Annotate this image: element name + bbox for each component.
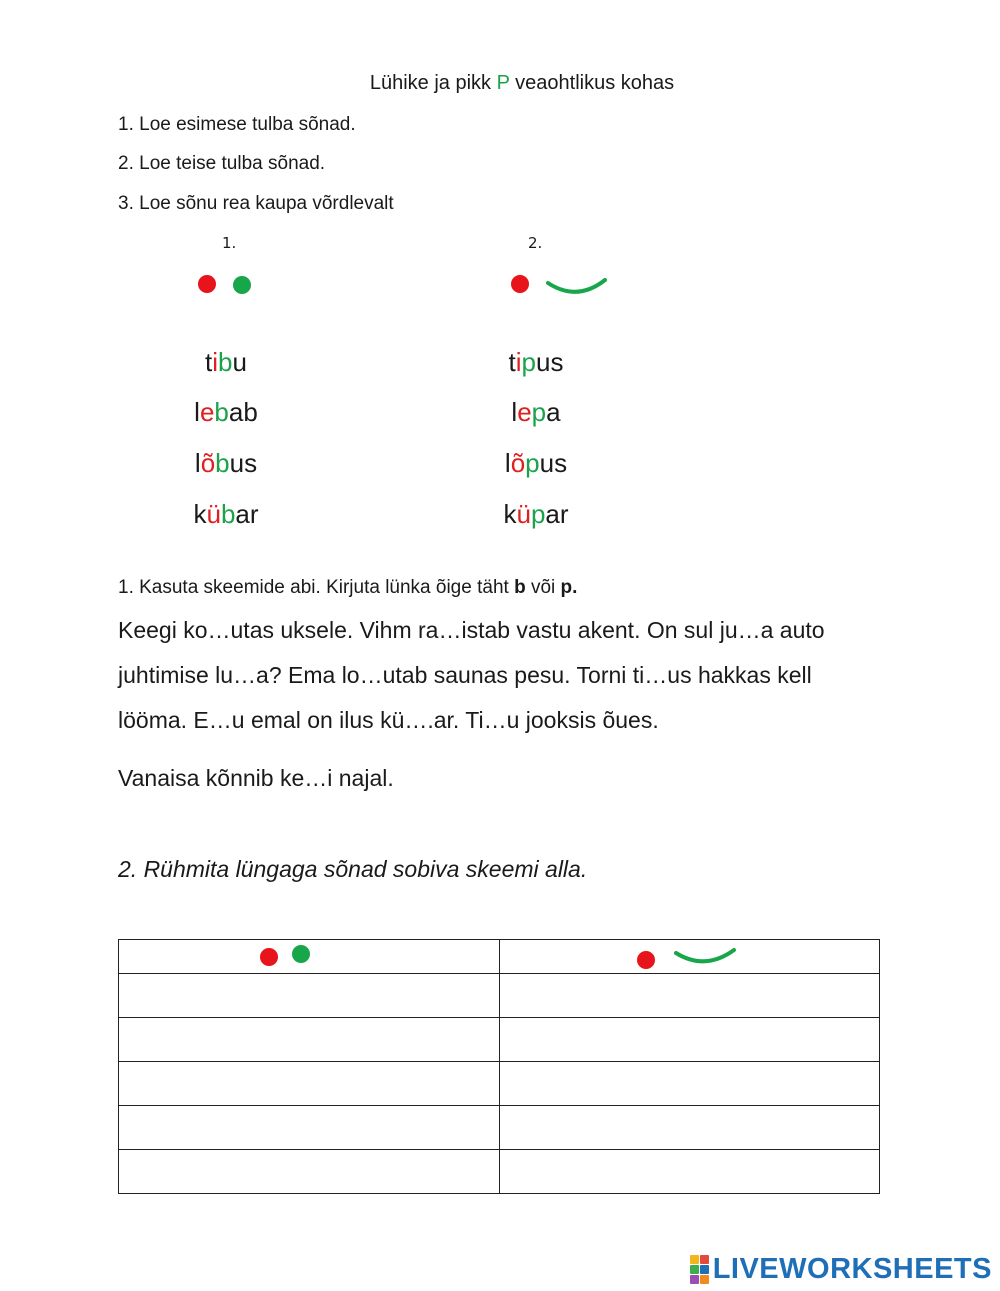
short-scheme-green-dot <box>233 276 251 294</box>
liveworksheets-logo <box>690 1253 992 1285</box>
table-row <box>119 1062 880 1106</box>
column-2-label: 2. <box>528 234 543 252</box>
long-scheme-header <box>499 940 880 974</box>
word-col2-row3: lõpus <box>504 448 568 478</box>
answer-cell-short[interactable] <box>119 974 500 1018</box>
task1-text-line4: Vanaisa kõnnib ke…i najal. <box>118 765 394 791</box>
table-long-arc-icon <box>673 947 737 969</box>
table-long-red-dot <box>637 951 655 969</box>
table-header-row <box>119 940 880 974</box>
long-scheme-red-dot <box>511 275 529 293</box>
answer-cell-long[interactable] <box>499 1018 880 1062</box>
answer-cell-short[interactable] <box>119 1062 500 1106</box>
page-title <box>0 72 1000 95</box>
task1-instruction: 1. Kasuta skeemide abi. Kirjuta lünka õige täht b või p. <box>118 577 578 598</box>
short-scheme-red-dot <box>198 275 216 293</box>
task1-text-line3: lööma. E…u emal on ilus kü….ar. Ti…u jooksis õues. <box>118 707 659 733</box>
answer-cell-short[interactable] <box>119 1150 500 1194</box>
word-col2-row2: lepa <box>511 397 561 427</box>
word-col1-row2: lebab <box>194 397 258 427</box>
word-col2-row1: tipus <box>508 347 564 377</box>
task1-text-line2: juhtimise lu…a? Ema lo…utab saunas pesu. Torni ti…us hakkas kell <box>118 662 812 688</box>
title-letter: P <box>496 72 510 94</box>
table-row <box>119 974 880 1018</box>
table-row <box>119 1106 880 1150</box>
answer-cell-long[interactable] <box>499 1150 880 1194</box>
table-short-green-dot <box>292 945 310 963</box>
word-col1-row4: kübar <box>193 499 259 529</box>
title-before: Lühike ja pikk <box>369 72 497 94</box>
table-short-red-dot <box>260 948 278 966</box>
column-1-label: 1. <box>222 234 237 252</box>
short-scheme-header <box>119 940 500 974</box>
table-row <box>119 1150 880 1194</box>
answer-cell-long[interactable] <box>499 1106 880 1150</box>
long-scheme-arc-icon <box>545 274 609 298</box>
task2-instruction: 2. Rühmita lüngaga sõnad sobiva skeemi alla. <box>118 856 588 882</box>
instruction-3: 3. Loe sõnu rea kaupa võrdlevalt <box>118 193 394 214</box>
task1-text-line1: Keegi ko…utas uksele. Vihm ra…istab vastu akent. On sul ju…a auto <box>118 617 825 643</box>
table-row <box>119 1018 880 1062</box>
word-col1-row1: tibu <box>205 347 247 377</box>
answer-cell-short[interactable] <box>119 1018 500 1062</box>
liveworksheets-logo-icon <box>690 1255 709 1284</box>
word-col2-row4: küpar <box>503 499 569 529</box>
liveworksheets-logo-text: LIVEWORKSHEETS <box>712 1252 992 1285</box>
title-after: veaohtlikus kohas <box>509 72 675 94</box>
answer-cell-long[interactable] <box>499 1062 880 1106</box>
sorting-table <box>118 939 880 1194</box>
answer-cell-short[interactable] <box>119 1106 500 1150</box>
word-col1-row3: lõbus <box>194 448 258 478</box>
instruction-2: 2. Loe teise tulba sõnad. <box>118 153 326 174</box>
instruction-1: 1. Loe esimese tulba sõnad. <box>118 114 356 135</box>
answer-cell-long[interactable] <box>499 974 880 1018</box>
